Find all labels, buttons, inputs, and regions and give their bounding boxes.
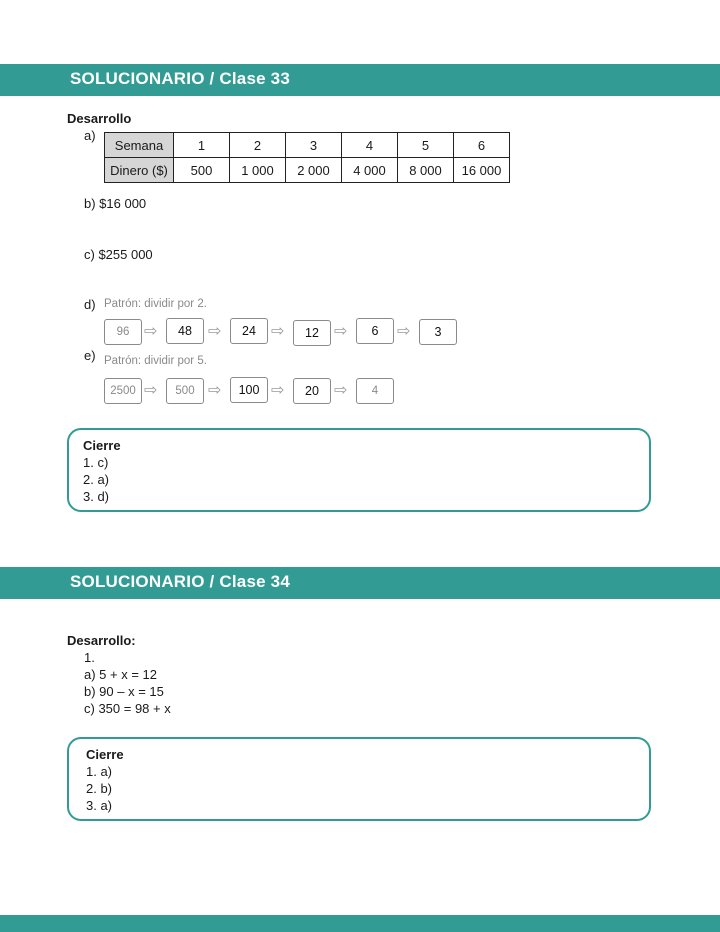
cierre-item: 1. c)	[83, 455, 109, 470]
sequence-box: 2500	[104, 378, 142, 404]
table-row	[105, 133, 510, 158]
sequence-box: 100	[230, 377, 268, 403]
sequence-box: 4	[356, 378, 394, 404]
cierre-box-clase-33	[67, 428, 651, 512]
arrow-right-icon: ⇨	[271, 323, 285, 340]
section-title: SOLUCIONARIO / Clase 34	[70, 572, 290, 591]
cierre-item: 3. d)	[83, 489, 110, 504]
arrow-right-icon: ⇨	[144, 382, 158, 399]
arrow-right-icon: ⇨	[397, 323, 411, 340]
cierre-item: 2. b)	[86, 781, 113, 796]
pattern-e-text: Patrón: dividir por 5.	[104, 355, 207, 367]
arrow-right-icon: ⇨	[144, 323, 158, 340]
item-d-label: d)	[84, 297, 96, 312]
section-banner-clase-33	[0, 64, 720, 96]
cierre-title: Cierre	[83, 438, 121, 453]
arrow-right-icon: ⇨	[271, 382, 285, 399]
item-a-label: a)	[84, 128, 96, 143]
table-row-header: Semana	[105, 133, 174, 158]
cierre-item: 1. a)	[86, 764, 113, 779]
table-cell: 6	[454, 133, 510, 158]
sequence-box: 24	[230, 318, 268, 344]
desarrollo-heading: Desarrollo	[67, 111, 132, 126]
table-cell: 4 000	[342, 158, 398, 183]
cierre-title: Cierre	[86, 747, 124, 762]
table-cell: 2 000	[286, 158, 342, 183]
table-cell: 1 000	[230, 158, 286, 183]
table-cell: 500	[174, 158, 230, 183]
answer-b: b) $16 000	[84, 196, 147, 211]
sequence-box: 3	[419, 319, 457, 345]
section-title: SOLUCIONARIO / Clase 33	[70, 69, 290, 88]
equation-line: c) 350 = 98 + x	[84, 701, 171, 716]
sequence-box: 12	[293, 320, 331, 346]
equation-line: b) 90 – x = 15	[84, 684, 164, 699]
item-e-label: e)	[84, 348, 96, 363]
table-cell: 4	[342, 133, 398, 158]
cierre-item: 3. a)	[86, 798, 113, 813]
sequence-box: 48	[166, 318, 204, 344]
arrow-right-icon: ⇨	[208, 382, 222, 399]
table-row	[105, 158, 510, 183]
table-row-header: Dinero ($)	[105, 158, 174, 183]
cierre-item: 2. a)	[83, 472, 110, 487]
question-number: 1.	[84, 650, 95, 665]
footer-bar	[0, 915, 720, 932]
table-cell: 1	[174, 133, 230, 158]
cierre-box-clase-34	[67, 737, 651, 821]
pattern-d-text: Patrón: dividir por 2.	[104, 298, 207, 310]
section-banner-clase-34	[0, 567, 720, 599]
table-cell: 3	[286, 133, 342, 158]
semana-dinero-table	[104, 132, 510, 183]
sequence-box: 6	[356, 318, 394, 344]
desarrollo-heading: Desarrollo:	[67, 633, 136, 648]
arrow-right-icon: ⇨	[208, 323, 222, 340]
sequence-box: 500	[166, 378, 204, 404]
equation-line: a) 5 + x = 12	[84, 667, 157, 682]
arrow-right-icon: ⇨	[334, 382, 348, 399]
table-cell: 16 000	[454, 158, 510, 183]
table-cell: 8 000	[398, 158, 454, 183]
table-cell: 2	[230, 133, 286, 158]
table-cell: 5	[398, 133, 454, 158]
sequence-box: 96	[104, 319, 142, 345]
sequence-box: 20	[293, 378, 331, 404]
arrow-right-icon: ⇨	[334, 323, 348, 340]
answer-c: c) $255 000	[84, 247, 153, 262]
